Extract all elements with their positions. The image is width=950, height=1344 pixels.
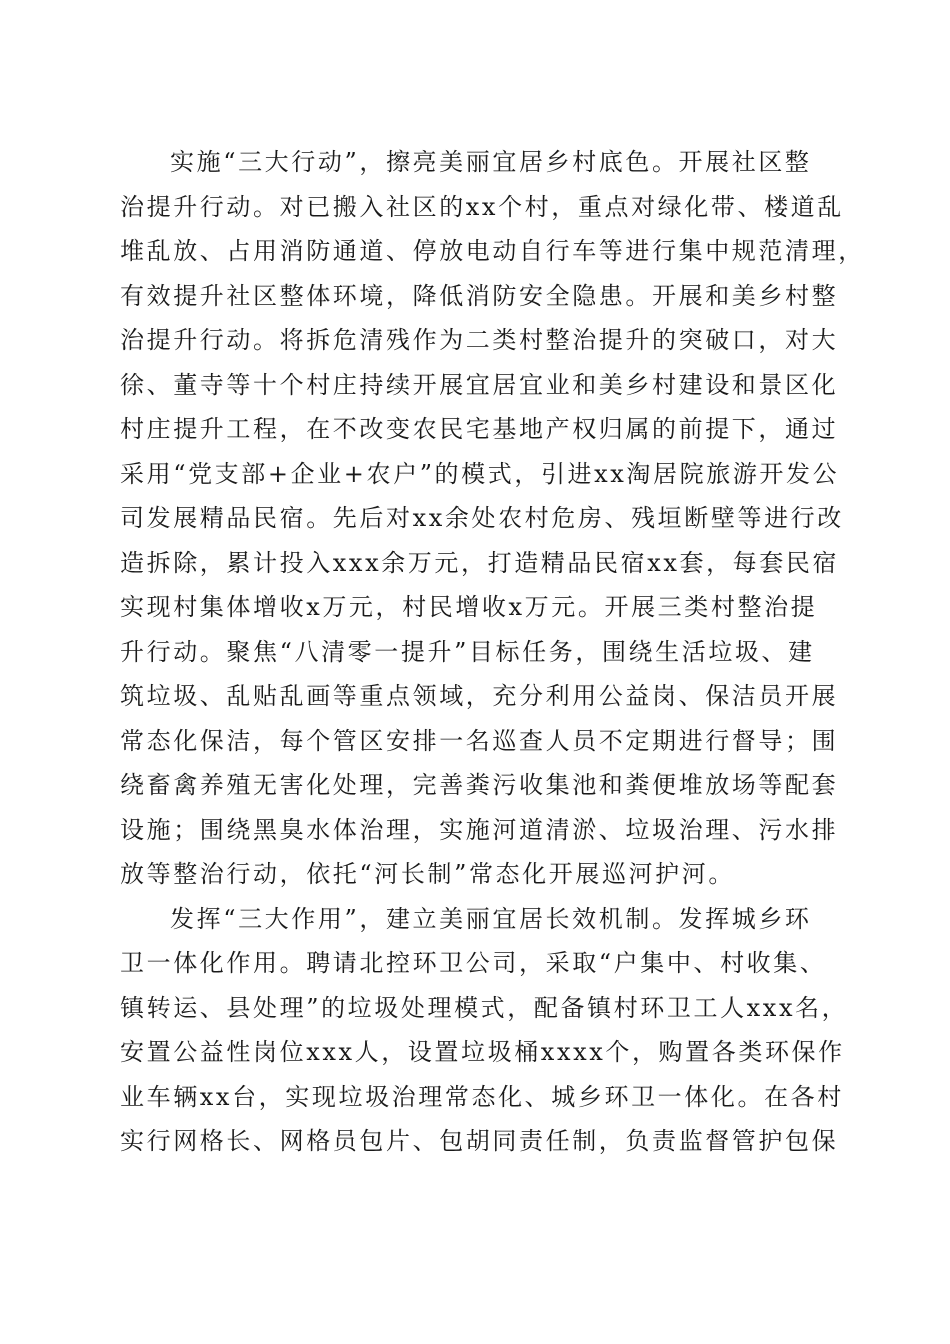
text-line: 安置公益性岗位xxx人，设置垃圾桶xxxx个，购置各类环保作 [120, 1038, 845, 1066]
paragraph-1 [120, 140, 865, 897]
text-line: 实施“三大行动”，擦亮美丽宜居乡村底色。开展社区整 [170, 148, 812, 176]
document-body [120, 140, 865, 1164]
text-line: 业车辆xx台，实现垃圾治理常态化、城乡环卫一体化。在各村 [120, 1082, 844, 1111]
text-line: 卫一体化作用。聘请北控环卫公司，采取“户集中、村收集、 [120, 949, 827, 977]
text-line: 设施；围绕黑臭水体治理，实施河道清淤、垃圾治理、污水排 [120, 815, 839, 844]
text-line: 实行网格长、网格员包片、包胡同责任制，负责监督管护包保 [120, 1127, 839, 1155]
text-line: 有效提升社区整体环境，降低消防安全隐患。开展和美乡村整 [120, 281, 839, 310]
text-line: 造拆除，累计投入xxx余万元，打造精品民宿xx套，每套民宿 [120, 548, 840, 577]
text-line: 采用“党支部+企业+农户”的模式，引进xx淘居院旅游开发公 [120, 459, 840, 488]
text-line: 治提升行动。将拆危清残作为二类村整治提升的突破口，对大 [120, 326, 839, 354]
text-line: 村庄提升工程，在不改变农民宅基地产权归属的前提下，通过 [120, 415, 839, 443]
text-line: 放等整治行动，依托“河长制”常态化开展巡河护河。 [120, 860, 735, 888]
text-line: 常态化保洁，每个管区安排一名巡查人员不定期进行督导；围 [120, 726, 839, 755]
text-line: 升行动。聚焦“八清零一提升”目标任务，围绕生活垃圾、建 [120, 637, 815, 666]
text-line: 实现村集体增收x万元，村民增收x万元。开展三类村整治提 [120, 593, 818, 621]
text-line: 治提升行动。对已搬入社区的xx个村，重点对绿化带、楼道乱 [120, 192, 844, 221]
paragraph-2 [120, 897, 849, 1164]
text-line: 发挥“三大作用”，建立美丽宜居长效机制。发挥城乡环 [170, 904, 812, 933]
text-line: 筑垃圾、乱贴乱画等重点领域，充分利用公益岗、保洁员开展 [120, 682, 839, 710]
text-line: 堆乱放、占用消防通道、停放电动自行车等进行集中规范清理， [120, 237, 865, 265]
text-line: 司发展精品民宿。先后对xx余处农村危房、残垣断壁等进行改 [120, 504, 844, 532]
text-line: 徐、董寺等十个村庄持续开展宜居宜业和美乡村建设和景区化 [120, 370, 839, 399]
text-line: 镇转运、县处理”的垃圾处理模式，配备镇村环卫工人xxx名， [120, 993, 849, 1022]
text-line: 绕畜禽养殖无害化处理，完善粪污收集池和粪便堆放场等配套 [120, 771, 839, 799]
